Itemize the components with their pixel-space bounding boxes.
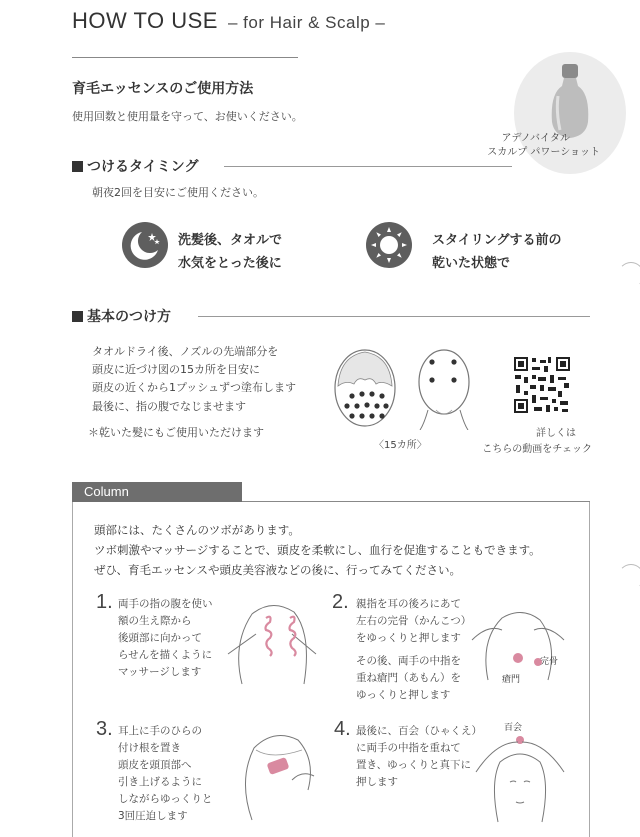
step-1-number: 1. [96,591,113,613]
page-title [72,8,385,34]
timing-text: 朝夜2回を目安にご使用ください。 [92,186,264,199]
step-2-label-a: 完骨 [540,657,559,667]
step-1-illustration [222,594,322,690]
square-bullet-icon [72,161,83,172]
head-front-diagram [330,346,400,430]
basic-instructions: タオルドライ後、ノズルの先端部分を 頭皮に近づけ図の15カ所を目安に 頭皮の近くから1プッシュずつ塗布します [92,345,297,394]
step-3-text: 耳上に手のひらの 付け根を置き 頭皮を頭頂部へ 引き上げるように しながらゆっくりと 3回圧迫します [118,725,213,822]
intro-text: 使用回数と使用量を守って、お使いください。 [72,110,303,123]
basic-heading: 基本のつけ方 [72,306,171,326]
timing-rule [224,166,512,167]
title-subtitle: – for Hair & Scalp – [227,13,386,32]
step-3-number: 3. [96,718,113,740]
basic-note: ＊乾いた髪にもご使用いただけます [88,426,264,439]
night-timing-text: 洗髪後、タオルで 水気をとった後に [178,233,283,271]
basic-rule [198,316,590,317]
square-bullet-icon [72,311,83,322]
timing-heading: つけるタイミング [72,156,198,176]
basic-finish-text: 最後に、指の腹でなじませます [92,400,246,413]
qr-caption-1: 詳しくは [536,428,576,439]
punch-hole-mark [618,262,640,288]
product-name-1: アデノバイタル [501,133,570,144]
moon-stars-icon [122,222,168,268]
step-4-label-a: 百会 [504,723,523,733]
punch-hole-mark [618,564,640,590]
step-4-illustration [470,732,570,832]
product-name-2: スカルプ パワーショット [487,147,600,158]
points-count-label: 〈15カ所〉 [374,440,427,451]
step-4-text: 最後に、百会（ひゃくえ） に両手の中指を重ねて 置き、ゆっくりと真下に 押します [356,725,482,788]
step-2-text: 親指を耳の後ろにあて 左右の完骨（かんこつ） をゆっくりと押します その後、両手の中指を 重ね瘡門（あもん）を ゆっくりと押します [356,598,472,701]
qr-code-icon[interactable] [512,355,572,415]
day-timing-text: スタイリングする前の 乾いた状態で [432,233,562,271]
column-intro: 頭部には、たくさんのツボがあります。 ツボ刺激やマッサージすることで、頭皮を柔軟にし、血行を促進することもできます。 ぜひ、育毛エッセンスや頭皮美容液などの後に、行ってみてください。 [94,523,541,577]
title-main: HOW TO USE [72,8,218,33]
qr-caption-2: こちらの動画をチェック [482,444,592,455]
title-underline [72,57,298,58]
step-1-text: 両手の指の腹を使い 額の生え際から 後頭部に向かって らせんを描くように マッサージします [118,598,213,678]
sun-icon [366,222,412,268]
step-2-number: 2. [332,591,349,613]
head-top-diagram [414,344,474,430]
step-4-number: 4. [334,718,351,740]
intro-heading: 育毛エッセンスのご使用方法 [72,81,254,97]
step-3-illustration [232,720,322,826]
step-2-label-b: 瘡門 [502,675,521,685]
column-label: Column [72,482,242,502]
